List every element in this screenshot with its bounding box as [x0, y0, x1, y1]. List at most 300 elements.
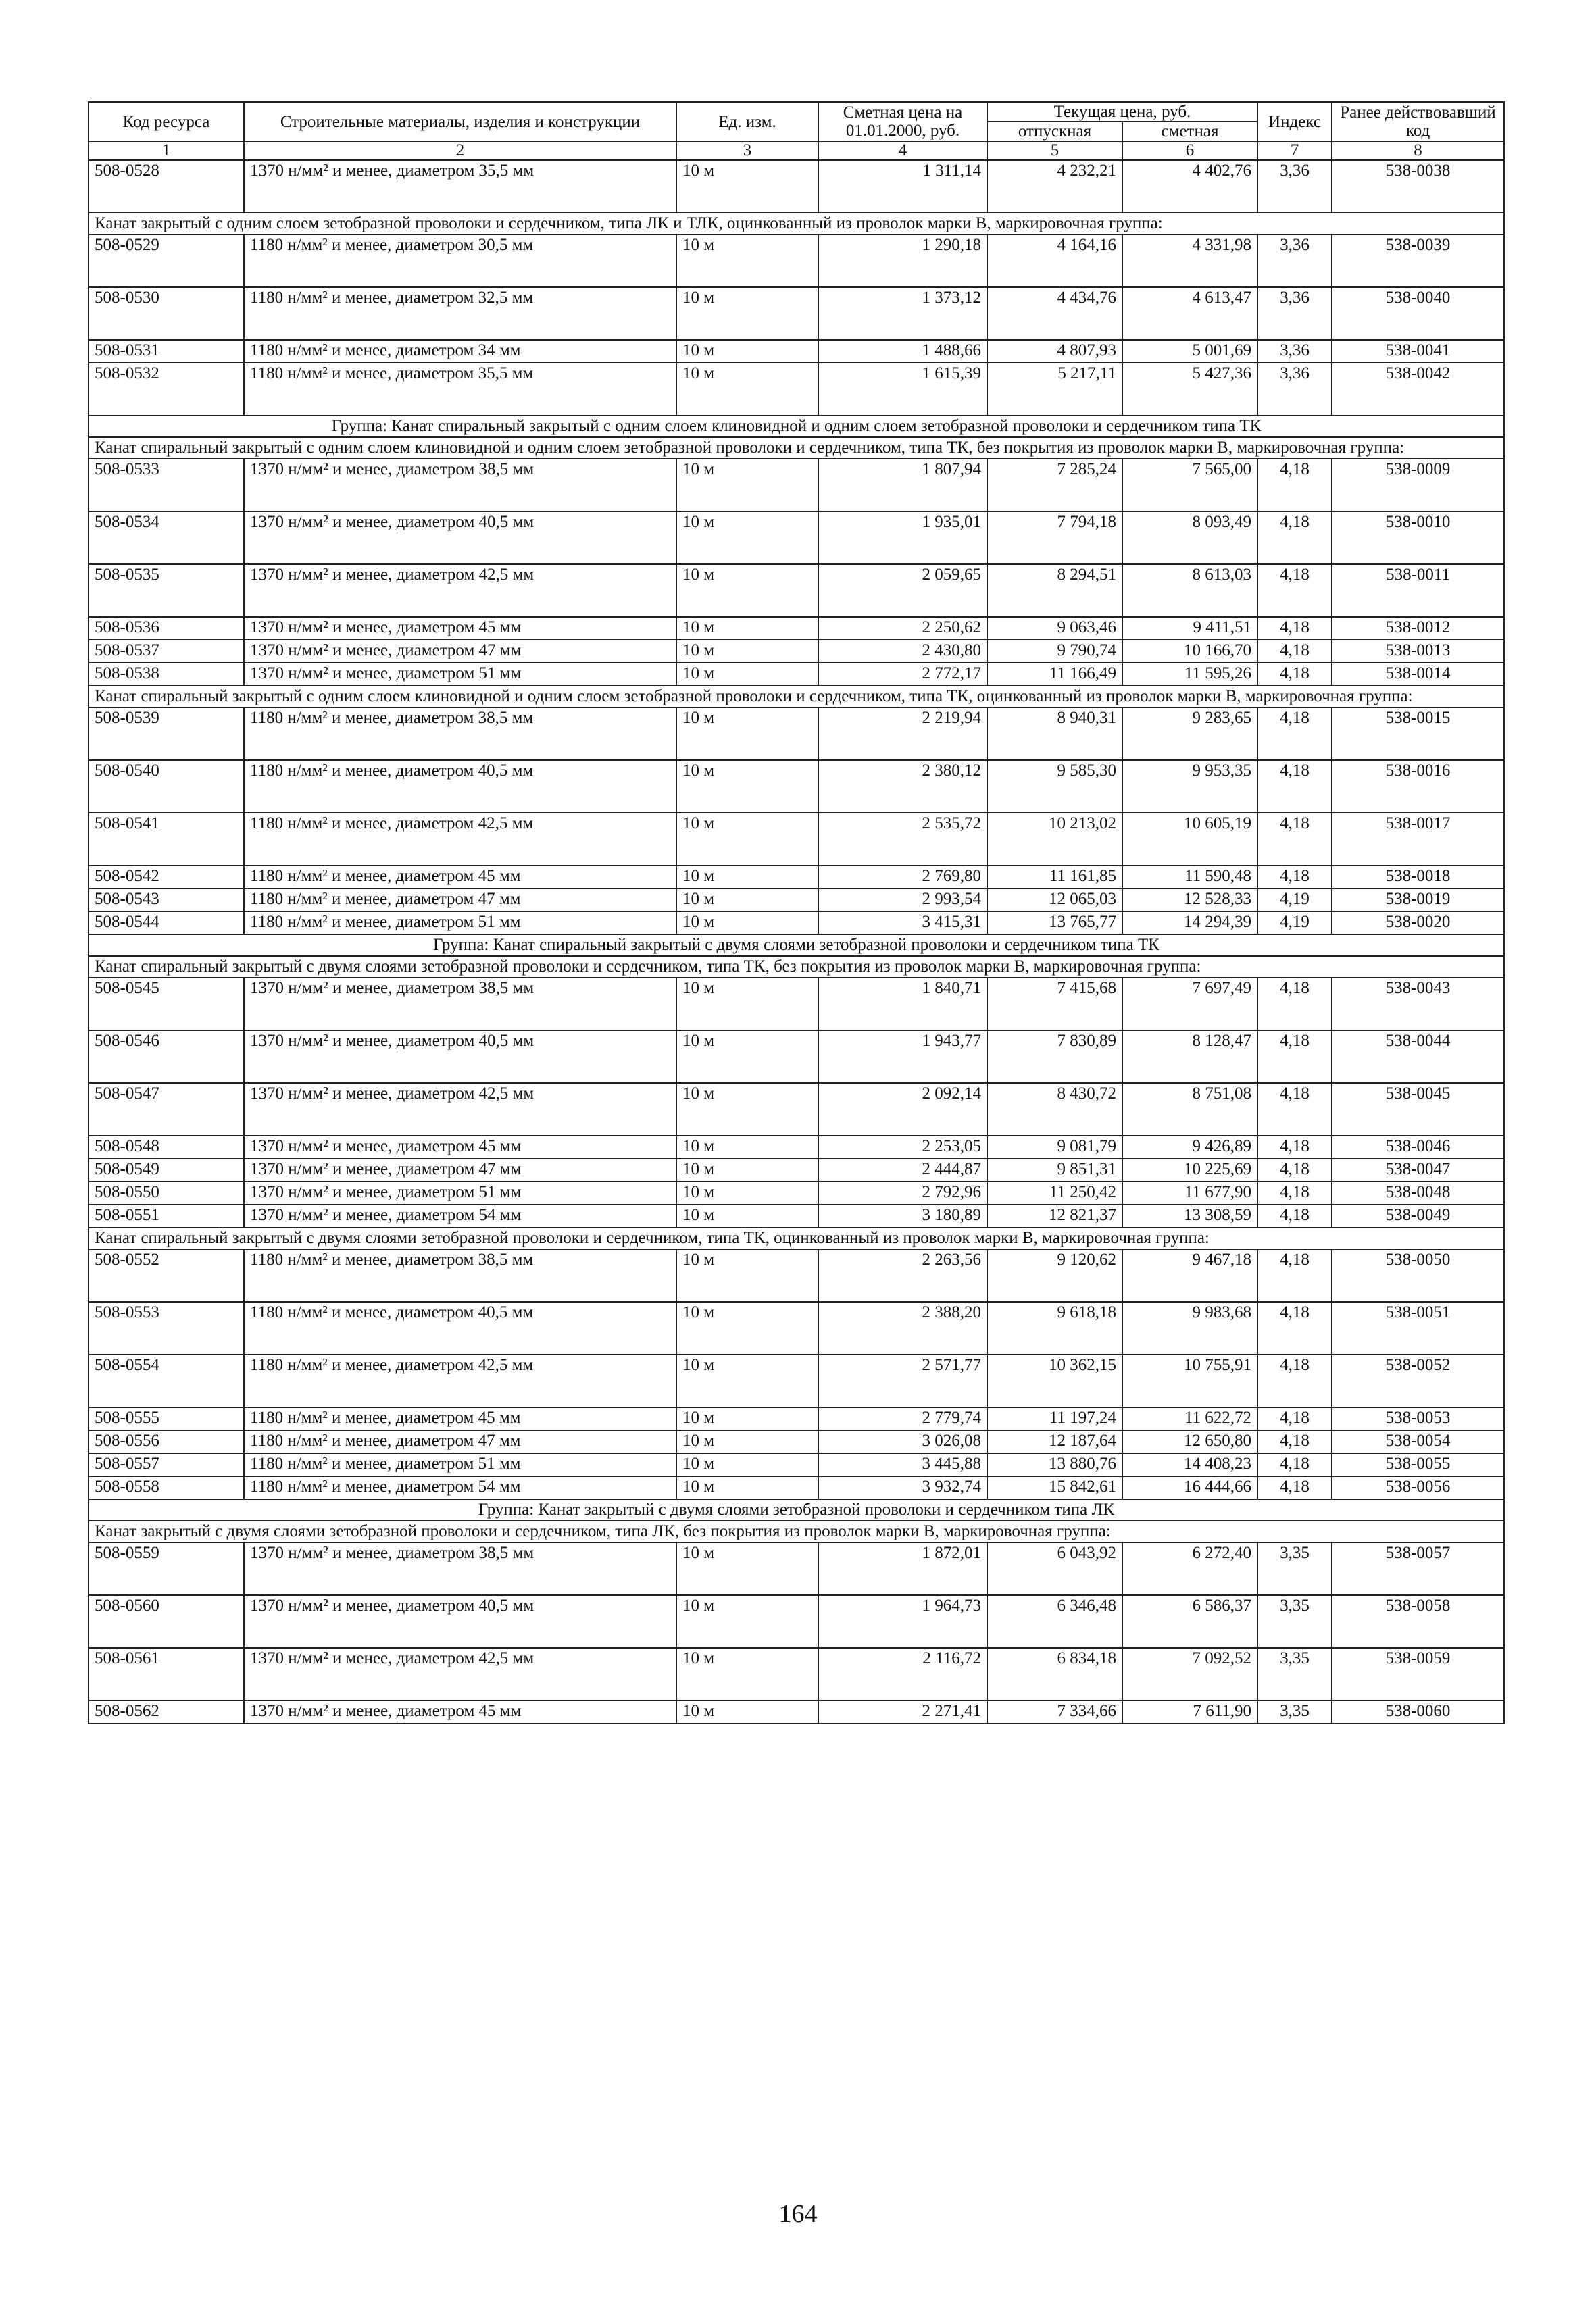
price-2000: 3 180,89: [818, 1205, 987, 1228]
material-name: 1180 н/мм² и менее, диаметром 42,5 мм: [244, 813, 676, 865]
previous-code: 538-0017: [1332, 813, 1504, 865]
unit: 10 м: [676, 564, 818, 617]
unit: 10 м: [676, 888, 818, 911]
release-price: 4 164,16: [987, 234, 1122, 287]
column-number: 3: [676, 141, 818, 160]
price-2000: 2 779,74: [818, 1407, 987, 1430]
column-number: 4: [818, 141, 987, 160]
table-row: [89, 1407, 1504, 1430]
price-2000: 2 253,05: [818, 1136, 987, 1159]
table-row: [89, 1159, 1504, 1182]
estimate-price: 16 444,66: [1122, 1476, 1257, 1499]
table-row: [89, 760, 1504, 813]
estimate-price: 8 613,03: [1122, 564, 1257, 617]
previous-code: 538-0040: [1332, 287, 1504, 340]
resource-code: 508-0559: [89, 1542, 244, 1595]
release-price: 7 794,18: [987, 511, 1122, 564]
unit: 10 м: [676, 1407, 818, 1430]
material-name: 1370 н/мм² и менее, диаметром 47 мм: [244, 1159, 676, 1182]
header-estimate-price: сметная: [1122, 122, 1257, 141]
unit: 10 м: [676, 1182, 818, 1205]
material-name: 1370 н/мм² и менее, диаметром 38,5 мм: [244, 1542, 676, 1595]
table-row: [89, 340, 1504, 363]
table-row: [89, 459, 1504, 511]
table-row: [89, 363, 1504, 416]
price-2000: 2 535,72: [818, 813, 987, 865]
release-price: 4 232,21: [987, 160, 1122, 213]
index-value: 4,18: [1257, 1407, 1332, 1430]
estimate-price: 14 294,39: [1122, 911, 1257, 934]
index-value: 4,18: [1257, 459, 1332, 511]
price-2000: 2 388,20: [818, 1302, 987, 1355]
resource-code: 508-0540: [89, 760, 244, 813]
previous-code: 538-0039: [1332, 234, 1504, 287]
estimate-price: 10 225,69: [1122, 1159, 1257, 1182]
column-number: 2: [244, 141, 676, 160]
header-current-price: Текущая цена, руб.: [987, 102, 1257, 122]
resource-code: 508-0538: [89, 663, 244, 686]
index-value: 4,18: [1257, 1030, 1332, 1083]
estimate-price: 7 092,52: [1122, 1648, 1257, 1701]
description-row: [89, 213, 1504, 234]
unit: 10 м: [676, 760, 818, 813]
material-name: 1180 н/мм² и менее, диаметром 47 мм: [244, 888, 676, 911]
price-2000: 2 263,56: [818, 1249, 987, 1302]
material-name: 1180 н/мм² и менее, диаметром 40,5 мм: [244, 760, 676, 813]
release-price: 8 430,72: [987, 1083, 1122, 1136]
previous-code: 538-0014: [1332, 663, 1504, 686]
resource-code: 508-0534: [89, 511, 244, 564]
index-value: 3,36: [1257, 340, 1332, 363]
previous-code: 538-0041: [1332, 340, 1504, 363]
estimate-price: 9 411,51: [1122, 617, 1257, 640]
table-row: [89, 1355, 1504, 1407]
release-price: 9 081,79: [987, 1136, 1122, 1159]
header-materials: Строительные материалы, изделия и конструкции: [244, 102, 676, 141]
resource-code: 508-0552: [89, 1249, 244, 1302]
estimate-price: 9 983,68: [1122, 1302, 1257, 1355]
previous-code: 538-0053: [1332, 1407, 1504, 1430]
release-price: 8 940,31: [987, 707, 1122, 760]
index-value: 4,18: [1257, 511, 1332, 564]
material-name: 1370 н/мм² и менее, диаметром 51 мм: [244, 663, 676, 686]
estimate-price: 10 166,70: [1122, 640, 1257, 663]
estimate-price: 14 408,23: [1122, 1453, 1257, 1476]
price-table: [88, 101, 1505, 1724]
section-description: Канат спиральный закрытый с одним слоем клиновидной и одним слоем зетобразной проволоки и сердечником, типа ТК, без покрытия из проволок марки В, маркировочная группа:: [89, 437, 1504, 459]
resource-code: 508-0529: [89, 234, 244, 287]
price-2000: 2 380,12: [818, 760, 987, 813]
material-name: 1370 н/мм² и менее, диаметром 38,5 мм: [244, 978, 676, 1030]
release-price: 11 166,49: [987, 663, 1122, 686]
resource-code: 508-0560: [89, 1595, 244, 1648]
resource-code: 508-0547: [89, 1083, 244, 1136]
unit: 10 м: [676, 1083, 818, 1136]
index-value: 3,35: [1257, 1595, 1332, 1648]
group-heading-row: [89, 1499, 1504, 1521]
material-name: 1180 н/мм² и менее, диаметром 45 мм: [244, 865, 676, 888]
estimate-price: 8 093,49: [1122, 511, 1257, 564]
release-price: 4 807,93: [987, 340, 1122, 363]
index-value: 4,18: [1257, 978, 1332, 1030]
material-name: 1180 н/мм² и менее, диаметром 38,5 мм: [244, 1249, 676, 1302]
price-2000: 1 488,66: [818, 340, 987, 363]
table-row: [89, 1542, 1504, 1595]
unit: 10 м: [676, 640, 818, 663]
previous-code: 538-0044: [1332, 1030, 1504, 1083]
release-price: 13 880,76: [987, 1453, 1122, 1476]
price-2000: 3 445,88: [818, 1453, 987, 1476]
header-index: Индекс: [1257, 102, 1332, 141]
unit: 10 м: [676, 1648, 818, 1701]
table-header: [89, 102, 1504, 160]
price-2000: 1 840,71: [818, 978, 987, 1030]
index-value: 4,18: [1257, 1430, 1332, 1453]
unit: 10 м: [676, 1476, 818, 1499]
resource-code: 508-0553: [89, 1302, 244, 1355]
previous-code: 538-0046: [1332, 1136, 1504, 1159]
estimate-price: 13 308,59: [1122, 1205, 1257, 1228]
price-2000: 1 373,12: [818, 287, 987, 340]
price-2000: 1 943,77: [818, 1030, 987, 1083]
resource-code: 508-0535: [89, 564, 244, 617]
estimate-price: 9 426,89: [1122, 1136, 1257, 1159]
header-release-price: отпускная: [987, 122, 1122, 141]
material-name: 1180 н/мм² и менее, диаметром 54 мм: [244, 1476, 676, 1499]
unit: 10 м: [676, 663, 818, 686]
unit: 10 м: [676, 1302, 818, 1355]
index-value: 3,36: [1257, 160, 1332, 213]
header-prev-code: Ранее действовавший код: [1332, 102, 1504, 141]
price-2000: 2 769,80: [818, 865, 987, 888]
release-price: 5 217,11: [987, 363, 1122, 416]
previous-code: 538-0052: [1332, 1355, 1504, 1407]
resource-code: 508-0562: [89, 1701, 244, 1724]
unit: 10 м: [676, 1249, 818, 1302]
material-name: 1370 н/мм² и менее, диаметром 45 мм: [244, 1136, 676, 1159]
index-value: 4,18: [1257, 1205, 1332, 1228]
index-value: 4,18: [1257, 1249, 1332, 1302]
table-row: [89, 234, 1504, 287]
resource-code: 508-0541: [89, 813, 244, 865]
price-2000: 1 964,73: [818, 1595, 987, 1648]
material-name: 1370 н/мм² и менее, диаметром 45 мм: [244, 617, 676, 640]
header-price-2000: Сметная цена на 01.01.2000, руб.: [818, 102, 987, 141]
index-value: 4,18: [1257, 1182, 1332, 1205]
release-price: 7 415,68: [987, 978, 1122, 1030]
price-2000: 1 935,01: [818, 511, 987, 564]
unit: 10 м: [676, 978, 818, 1030]
price-2000: 2 571,77: [818, 1355, 987, 1407]
material-name: 1180 н/мм² и менее, диаметром 47 мм: [244, 1430, 676, 1453]
resource-code: 508-0545: [89, 978, 244, 1030]
price-2000: 2 271,41: [818, 1701, 987, 1724]
group-heading: Группа: Канат закрытый с двумя слоями зетобразной проволоки и сердечником типа ЛК: [89, 1499, 1504, 1521]
table-row: [89, 1182, 1504, 1205]
estimate-price: 11 622,72: [1122, 1407, 1257, 1430]
description-row: [89, 437, 1504, 459]
header-unit: Ед. изм.: [676, 102, 818, 141]
section-description: Канат закрытый с одним слоем зетобразной проволоки и сердечником, типа ЛК и ТЛК, оцинкованный из проволок марки В, маркировочная группа:: [89, 213, 1504, 234]
estimate-price: 12 650,80: [1122, 1430, 1257, 1453]
column-number: 1: [89, 141, 244, 160]
table-row: [89, 1453, 1504, 1476]
previous-code: 538-0043: [1332, 978, 1504, 1030]
unit: 10 м: [676, 287, 818, 340]
description-row: [89, 686, 1504, 707]
resource-code: 508-0531: [89, 340, 244, 363]
price-2000: 3 415,31: [818, 911, 987, 934]
table-row: [89, 663, 1504, 686]
release-price: 6 043,92: [987, 1542, 1122, 1595]
previous-code: 538-0047: [1332, 1159, 1504, 1182]
table-row: [89, 1302, 1504, 1355]
material-name: 1180 н/мм² и менее, диаметром 30,5 мм: [244, 234, 676, 287]
release-price: 9 063,46: [987, 617, 1122, 640]
resource-code: 508-0551: [89, 1205, 244, 1228]
resource-code: 508-0548: [89, 1136, 244, 1159]
resource-code: 508-0556: [89, 1430, 244, 1453]
estimate-price: 9 283,65: [1122, 707, 1257, 760]
previous-code: 538-0060: [1332, 1701, 1504, 1724]
material-name: 1180 н/мм² и менее, диаметром 51 мм: [244, 911, 676, 934]
release-price: 12 187,64: [987, 1430, 1122, 1453]
estimate-price: 5 001,69: [1122, 340, 1257, 363]
price-2000: 2 219,94: [818, 707, 987, 760]
previous-code: 538-0012: [1332, 617, 1504, 640]
section-description: Канат спиральный закрытый с двумя слоями зетобразной проволоки и сердечником, типа ТК, оцинкованный из проволок марки В, маркировочная группа:: [89, 1228, 1504, 1249]
unit: 10 м: [676, 363, 818, 416]
previous-code: 538-0057: [1332, 1542, 1504, 1595]
price-2000: 2 092,14: [818, 1083, 987, 1136]
table-row: [89, 1136, 1504, 1159]
release-price: 11 161,85: [987, 865, 1122, 888]
resource-code: 508-0558: [89, 1476, 244, 1499]
unit: 10 м: [676, 1430, 818, 1453]
unit: 10 м: [676, 1159, 818, 1182]
unit: 10 м: [676, 340, 818, 363]
header-column-numbers: [89, 141, 1504, 160]
previous-code: 538-0045: [1332, 1083, 1504, 1136]
material-name: 1370 н/мм² и менее, диаметром 51 мм: [244, 1182, 676, 1205]
release-price: 7 285,24: [987, 459, 1122, 511]
price-2000: 2 430,80: [818, 640, 987, 663]
table-row: [89, 707, 1504, 760]
price-2000: 1 872,01: [818, 1542, 987, 1595]
price-2000: 1 807,94: [818, 459, 987, 511]
table-row: [89, 978, 1504, 1030]
release-price: 6 346,48: [987, 1595, 1122, 1648]
price-2000: 3 932,74: [818, 1476, 987, 1499]
material-name: 1370 н/мм² и менее, диаметром 47 мм: [244, 640, 676, 663]
release-price: 13 765,77: [987, 911, 1122, 934]
material-name: 1370 н/мм² и менее, диаметром 40,5 мм: [244, 1595, 676, 1648]
release-price: 9 790,74: [987, 640, 1122, 663]
table-row: [89, 511, 1504, 564]
estimate-price: 12 528,33: [1122, 888, 1257, 911]
table-row: [89, 1648, 1504, 1701]
estimate-price: 10 605,19: [1122, 813, 1257, 865]
column-number: 6: [1122, 141, 1257, 160]
previous-code: 538-0048: [1332, 1182, 1504, 1205]
unit: 10 м: [676, 1136, 818, 1159]
previous-code: 538-0016: [1332, 760, 1504, 813]
index-value: 4,18: [1257, 1453, 1332, 1476]
section-description: Канат спиральный закрытый с двумя слоями зетобразной проволоки и сердечником, типа ТК, без покрытия из проволок марки В, маркировочная группа:: [89, 956, 1504, 978]
table-row: [89, 1430, 1504, 1453]
material-name: 1370 н/мм² и менее, диаметром 54 мм: [244, 1205, 676, 1228]
group-heading: Группа: Канат спиральный закрытый с двумя слоями зетобразной проволоки и сердечником типа ТК: [89, 934, 1504, 956]
resource-code: 508-0543: [89, 888, 244, 911]
price-2000: 1 311,14: [818, 160, 987, 213]
previous-code: 538-0013: [1332, 640, 1504, 663]
index-value: 3,36: [1257, 363, 1332, 416]
previous-code: 538-0009: [1332, 459, 1504, 511]
estimate-price: 5 427,36: [1122, 363, 1257, 416]
previous-code: 538-0059: [1332, 1648, 1504, 1701]
index-value: 4,18: [1257, 813, 1332, 865]
table-row: [89, 1249, 1504, 1302]
unit: 10 м: [676, 459, 818, 511]
resource-code: 508-0536: [89, 617, 244, 640]
estimate-price: 7 611,90: [1122, 1701, 1257, 1724]
unit: 10 м: [676, 1453, 818, 1476]
material-name: 1180 н/мм² и менее, диаметром 38,5 мм: [244, 707, 676, 760]
release-price: 10 213,02: [987, 813, 1122, 865]
previous-code: 538-0054: [1332, 1430, 1504, 1453]
table-row: [89, 160, 1504, 213]
group-heading: Группа: Канат спиральный закрытый с одним слоем клиновидной и одним слоем зетобразной проволоки и сердечником типа ТК: [89, 416, 1504, 437]
price-2000: 1 615,39: [818, 363, 987, 416]
previous-code: 538-0055: [1332, 1453, 1504, 1476]
material-name: 1370 н/мм² и менее, диаметром 40,5 мм: [244, 1030, 676, 1083]
section-description: Канат спиральный закрытый с одним слоем клиновидной и одним слоем зетобразной проволоки и сердечником, типа ТК, оцинкованный из проволок марки В, маркировочная группа:: [89, 686, 1504, 707]
price-2000: 2 993,54: [818, 888, 987, 911]
resource-code: 508-0546: [89, 1030, 244, 1083]
table-row: [89, 1083, 1504, 1136]
index-value: 4,18: [1257, 865, 1332, 888]
table-row: [89, 813, 1504, 865]
previous-code: 538-0050: [1332, 1249, 1504, 1302]
resource-code: 508-0542: [89, 865, 244, 888]
release-price: 9 851,31: [987, 1159, 1122, 1182]
price-2000: 2 116,72: [818, 1648, 987, 1701]
resource-code: 508-0537: [89, 640, 244, 663]
material-name: 1370 н/мм² и менее, диаметром 40,5 мм: [244, 511, 676, 564]
previous-code: 538-0018: [1332, 865, 1504, 888]
price-2000: 2 444,87: [818, 1159, 987, 1182]
table-row: [89, 888, 1504, 911]
table-row: [89, 1701, 1504, 1724]
page-number: 164: [778, 2200, 818, 2228]
resource-code: 508-0550: [89, 1182, 244, 1205]
material-name: 1370 н/мм² и менее, диаметром 42,5 мм: [244, 1648, 676, 1701]
index-value: 4,18: [1257, 1302, 1332, 1355]
resource-code: 508-0530: [89, 287, 244, 340]
table-row: [89, 1595, 1504, 1648]
resource-code: 508-0554: [89, 1355, 244, 1407]
previous-code: 538-0020: [1332, 911, 1504, 934]
index-value: 4,19: [1257, 888, 1332, 911]
column-number: 8: [1332, 141, 1504, 160]
release-price: 7 334,66: [987, 1701, 1122, 1724]
estimate-price: 7 565,00: [1122, 459, 1257, 511]
material-name: 1180 н/мм² и менее, диаметром 40,5 мм: [244, 1302, 676, 1355]
previous-code: 538-0019: [1332, 888, 1504, 911]
table-body: [89, 160, 1504, 1724]
table-row: [89, 287, 1504, 340]
release-price: 9 120,62: [987, 1249, 1122, 1302]
index-value: 4,18: [1257, 1159, 1332, 1182]
table-row: [89, 564, 1504, 617]
release-price: 7 830,89: [987, 1030, 1122, 1083]
index-value: 4,18: [1257, 1083, 1332, 1136]
estimate-price: 11 590,48: [1122, 865, 1257, 888]
previous-code: 538-0056: [1332, 1476, 1504, 1499]
index-value: 4,18: [1257, 640, 1332, 663]
table-row: [89, 617, 1504, 640]
unit: 10 м: [676, 511, 818, 564]
unit: 10 м: [676, 813, 818, 865]
price-2000: 2 772,17: [818, 663, 987, 686]
description-row: [89, 1521, 1504, 1542]
estimate-price: 8 128,47: [1122, 1030, 1257, 1083]
estimate-price: 4 613,47: [1122, 287, 1257, 340]
index-value: 4,18: [1257, 663, 1332, 686]
unit: 10 м: [676, 1701, 818, 1724]
unit: 10 м: [676, 234, 818, 287]
estimate-price: 4 402,76: [1122, 160, 1257, 213]
release-price: 11 250,42: [987, 1182, 1122, 1205]
resource-code: 508-0555: [89, 1407, 244, 1430]
estimate-price: 8 751,08: [1122, 1083, 1257, 1136]
index-value: 4,19: [1257, 911, 1332, 934]
material-name: 1180 н/мм² и менее, диаметром 32,5 мм: [244, 287, 676, 340]
estimate-price: 9 467,18: [1122, 1249, 1257, 1302]
unit: 10 м: [676, 617, 818, 640]
resource-code: 508-0544: [89, 911, 244, 934]
release-price: 9 585,30: [987, 760, 1122, 813]
index-value: 4,18: [1257, 760, 1332, 813]
table-row: [89, 640, 1504, 663]
index-value: 3,35: [1257, 1701, 1332, 1724]
estimate-price: 11 677,90: [1122, 1182, 1257, 1205]
index-value: 4,18: [1257, 1355, 1332, 1407]
header-code: Код ресурса: [89, 102, 244, 141]
column-number: 5: [987, 141, 1122, 160]
price-2000: 1 290,18: [818, 234, 987, 287]
unit: 10 м: [676, 865, 818, 888]
previous-code: 538-0042: [1332, 363, 1504, 416]
column-number: 7: [1257, 141, 1332, 160]
material-name: 1180 н/мм² и менее, диаметром 35,5 мм: [244, 363, 676, 416]
section-description: Канат закрытый с двумя слоями зетобразной проволоки и сердечником, типа ЛК, без покрытия из проволок марки В, маркировочная группа:: [89, 1521, 1504, 1542]
price-2000: 3 026,08: [818, 1430, 987, 1453]
resource-code: 508-0532: [89, 363, 244, 416]
material-name: 1180 н/мм² и менее, диаметром 51 мм: [244, 1453, 676, 1476]
release-price: 8 294,51: [987, 564, 1122, 617]
index-value: 3,35: [1257, 1542, 1332, 1595]
release-price: 12 821,37: [987, 1205, 1122, 1228]
description-row: [89, 1228, 1504, 1249]
unit: 10 м: [676, 1030, 818, 1083]
unit: 10 м: [676, 1205, 818, 1228]
release-price: 15 842,61: [987, 1476, 1122, 1499]
release-price: 12 065,03: [987, 888, 1122, 911]
previous-code: 538-0058: [1332, 1595, 1504, 1648]
resource-code: 508-0533: [89, 459, 244, 511]
index-value: 4,18: [1257, 1136, 1332, 1159]
